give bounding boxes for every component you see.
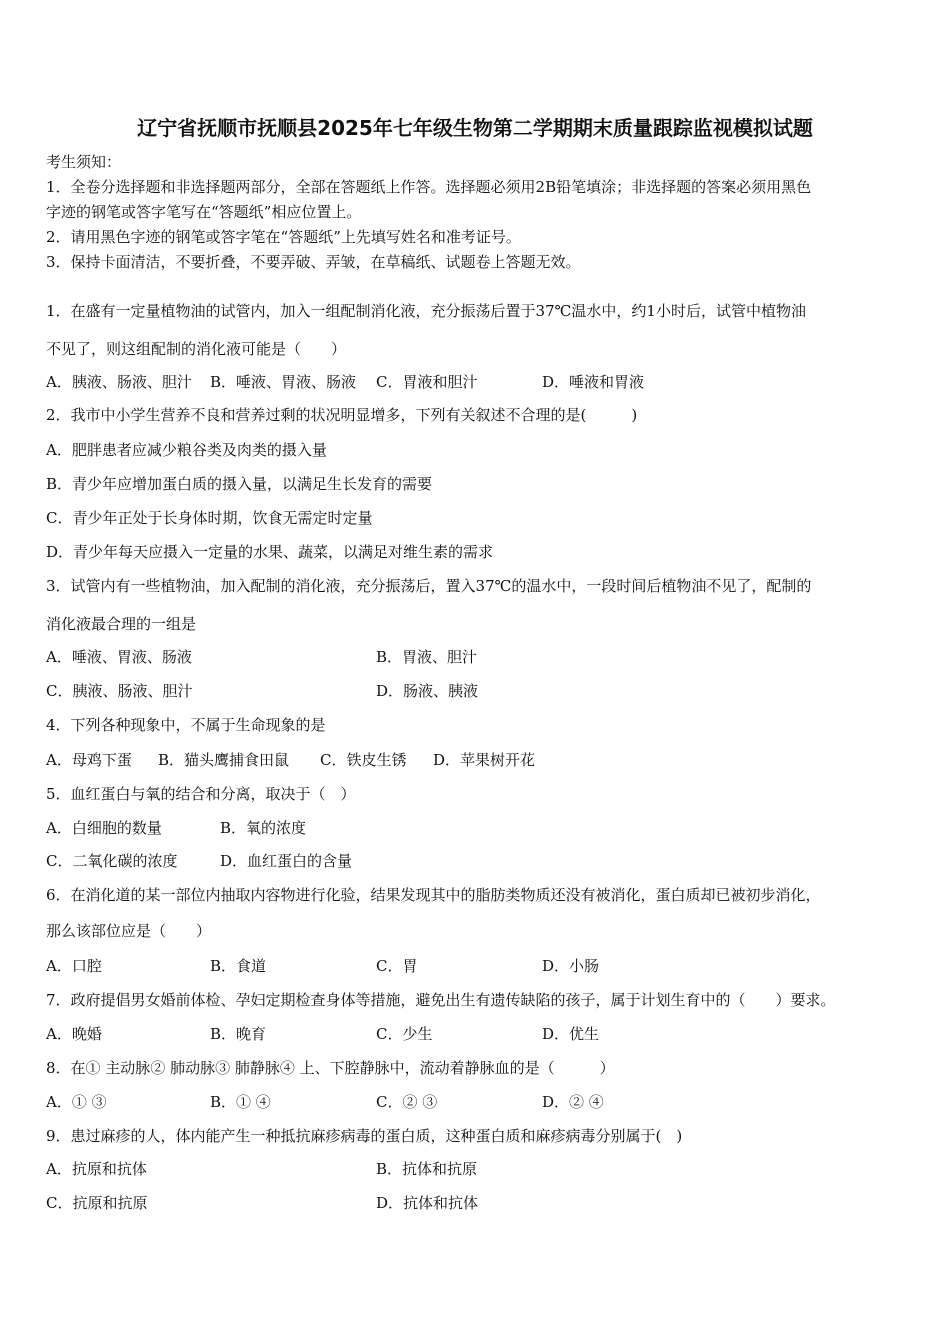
- option-c: C．抗原和抗原: [46, 1194, 148, 1212]
- notice-heading: 考生须知：: [46, 153, 122, 171]
- option-d: D．优生: [542, 1025, 600, 1043]
- option-d: D．② ④: [542, 1093, 604, 1111]
- question-stem: 3．试管内有一些植物油，加入配制的消化液，充分振荡后，置入37℃的温水中，一段时间后植物油不见了，配制的: [46, 577, 812, 595]
- option-d: D．肠液、胰液: [376, 682, 479, 700]
- option-b: B．猫头鹰捕食田鼠: [158, 751, 290, 769]
- option-c: C．少生: [376, 1025, 433, 1043]
- option-a: A．抗原和抗体: [46, 1160, 147, 1178]
- option-b: B．① ④: [210, 1093, 271, 1111]
- question-stem: 4．下列各种现象中，不属于生命现象的是: [46, 716, 326, 734]
- notice-line: 3．保持卡面清洁，不要折叠，不要弄破、弄皱，在草稿纸、试题卷上答题无效。: [46, 253, 581, 271]
- option-a: A．胰液、肠液、胆汁: [46, 373, 192, 391]
- page-title: 辽宁省抚顺市抚顺县2025年七年级生物第二学期期末质量跟踪监视模拟试题: [137, 116, 813, 140]
- option-b: B．胃液、胆汁: [376, 648, 478, 666]
- question-stem: 9．患过麻疹的人，体内能产生一种抵抗麻疹病毒的蛋白质，这种蛋白质和麻疹病毒分别属于( ): [46, 1127, 683, 1145]
- question-stem: 不见了，则这组配制的消化液可能是（ ）: [46, 340, 347, 358]
- option-c: C．二氧化碳的浓度: [46, 852, 178, 870]
- option-d: D．小肠: [542, 957, 600, 975]
- option-a: A．口腔: [46, 957, 102, 975]
- option-b: B．唾液、胃液、肠液: [210, 373, 357, 391]
- option-c: C．② ③: [376, 1093, 438, 1111]
- option-b: B．抗体和抗原: [376, 1160, 478, 1178]
- option-d: D．苹果树开花: [433, 751, 536, 769]
- option-b: B．青少年应增加蛋白质的摄入量，以满足生长发育的需要: [46, 475, 433, 493]
- notice-line: 字迹的钢笔或答字笔写在“答题纸”相应位置上。: [46, 203, 362, 221]
- option-a: A．唾液、胃液、肠液: [46, 648, 192, 666]
- notice-line: 1．全卷分选择题和非选择题两部分，全部在答题纸上作答。选择题必须用2B铅笔填涂；非选择题的答案必须用黑色: [46, 178, 812, 196]
- option-b: B．食道: [210, 957, 267, 975]
- option-b: B．晚育: [210, 1025, 267, 1043]
- option-c: C．胃液和胆汁: [376, 373, 478, 391]
- option-a: A．晚婚: [46, 1025, 102, 1043]
- option-c: C．青少年正处于长身体时期，饮食无需定时定量: [46, 509, 373, 527]
- option-a: A．肥胖患者应减少粮谷类及肉类的摄入量: [46, 441, 327, 459]
- question-stem: 消化液最合理的一组是: [46, 615, 197, 633]
- option-a: A．白细胞的数量: [46, 819, 162, 837]
- question-stem: 8．在① 主动脉② 肺动脉③ 肺静脉④ 上、下腔静脉中，流动着静脉血的是（ ）: [46, 1059, 615, 1077]
- option-b: B．氧的浓度: [220, 819, 307, 837]
- question-stem: 5．血红蛋白与氧的结合和分离，取决于（ ）: [46, 785, 356, 803]
- question-stem: 7．政府提倡男女婚前体检、孕妇定期检查身体等措施，避免出生有遗传缺陷的孩子，属于计划生育中的（ ）要求。: [46, 991, 836, 1009]
- notice-line: 2．请用黑色字迹的钢笔或答字笔在“答题纸”上先填写姓名和准考证号。: [46, 228, 521, 246]
- option-c: C．胰液、肠液、胆汁: [46, 682, 193, 700]
- option-c: C．铁皮生锈: [320, 751, 407, 769]
- option-d: D．唾液和胃液: [542, 373, 645, 391]
- option-d: D．抗体和抗体: [376, 1194, 479, 1212]
- question-stem: 6．在消化道的某一部位内抽取内容物进行化验，结果发现其中的脂肪类物质还没有被消化，蛋白质却已被初步消化，: [46, 886, 821, 904]
- option-d: D．血红蛋白的含量: [220, 852, 353, 870]
- option-d: D．青少年每天应摄入一定量的水果、蔬菜，以满足对维生素的需求: [46, 543, 494, 561]
- question-stem: 那么该部位应是（ ）: [46, 922, 212, 940]
- option-c: C．胃: [376, 957, 418, 975]
- question-stem: 1．在盛有一定量植物油的试管内，加入一组配制消化液，充分振荡后置于37℃温水中，约1小时后，试管中植物油: [46, 302, 806, 320]
- question-stem: 2．我市中小学生营养不良和营养过剩的状况明显增多，下列有关叙述不合理的是( ): [46, 406, 638, 424]
- option-a: A．母鸡下蛋: [46, 751, 132, 769]
- option-a: A．① ③: [46, 1093, 107, 1111]
